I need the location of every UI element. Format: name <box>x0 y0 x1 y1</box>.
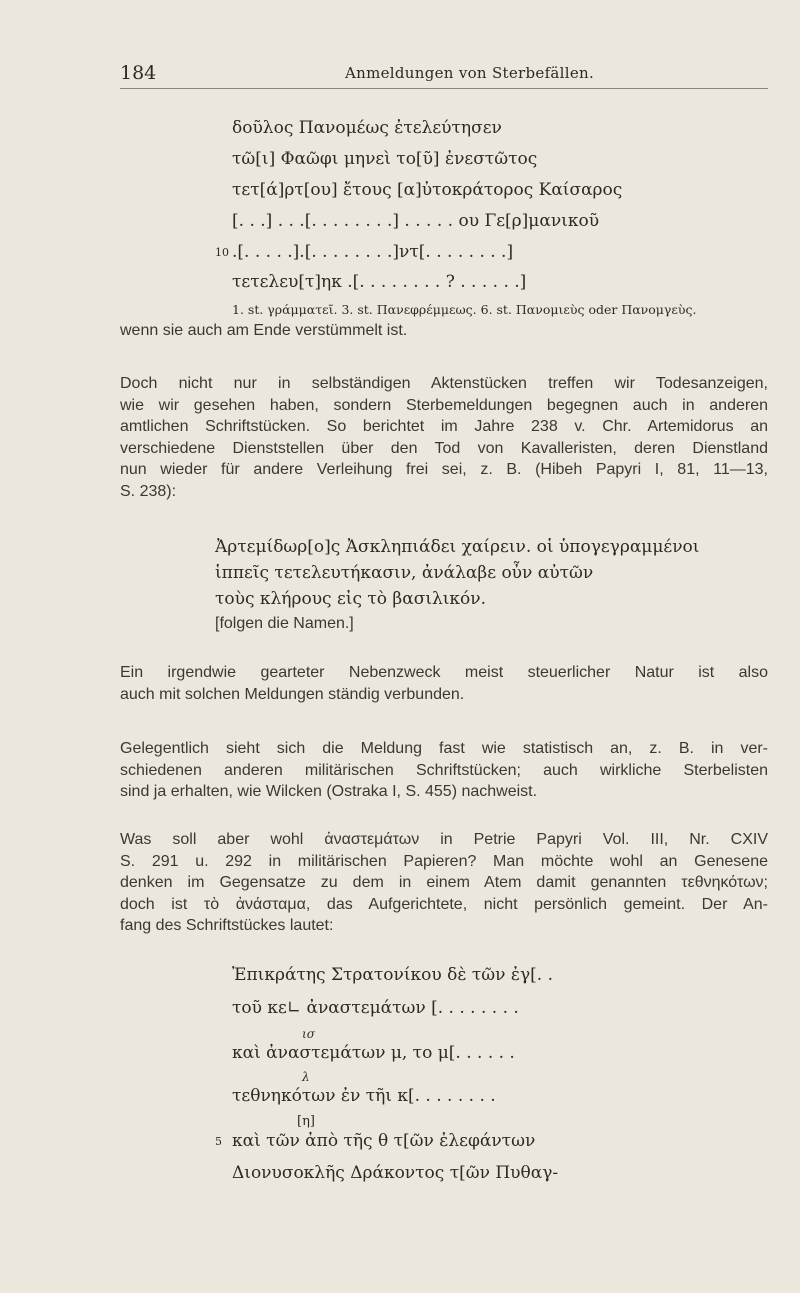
paragraph-line: S. 238): <box>120 482 177 500</box>
greek-excerpt-line-2: τοῦ κε∟ ἀναστεμάτων [. . . . . . . . <box>232 998 519 1018</box>
paragraph-line: Was soll aber wohl ἀναστεμάτων in Petrie Papyri Vol. III, Nr. CXIV <box>120 831 768 848</box>
interlinear-note: λ <box>302 1070 310 1084</box>
running-title: Anmeldungen von Sterbefällen. <box>345 64 595 82</box>
greek-excerpt-line-1: Ἐπικράτης Στρατονίκου δὲ τῶν ἐγ[. . <box>232 965 553 985</box>
paragraph-4 <box>120 829 768 937</box>
interlinear-note: [η] <box>297 1114 315 1129</box>
greek-line-1: δοῦλος Πανομέως ἐτελεύτησεν <box>232 118 502 138</box>
paragraph-line: denken im Gegensatze zu dem in einem Atem damit genannten τεθνηκότων; <box>120 874 768 891</box>
text-line: wenn sie auch am Ende verstümmelt ist. <box>120 322 408 339</box>
paragraph-line: wie wir gesehen haben, sondern Sterbemeldungen begegnen auch in anderen <box>120 396 768 414</box>
paragraph-line: schiedenen anderen militärischen Schriftstücken; auch wirkliche Sterbelisten <box>120 761 768 779</box>
paragraph-line: Doch nicht nur in selbständigen Aktenstücken treffen wir Todesanzeigen, <box>120 375 768 392</box>
interlinear-note: ισ <box>302 1027 315 1041</box>
paragraph-line: doch ist τὸ ἀνάσταμα, das Aufgerichtete, nicht persönlich gemeint. Der An- <box>120 895 768 913</box>
footnote: 1. st. γράμματεῖ. 3. st. Πανεφρέμμεως. 6. st. Πανομιεὺς oder Πανομγεὺς. <box>232 302 697 317</box>
paragraph-line: Ein irgendwie gearteter Nebenzweck meist steuerlicher Natur ist also <box>120 664 768 681</box>
editorial-note: [folgen die Namen.] <box>215 615 354 632</box>
greek-line-5: .[. . . . .].[. . . . . . . .]ντ[. . . . . . . .] <box>232 242 514 262</box>
line-number: 5 <box>215 1135 222 1148</box>
greek-line-6: τετελευ[τ]ηκ .[. . . . . . . . ? . . . . . .] <box>232 272 527 292</box>
paragraph-line: S. 291 u. 292 in militärischen Papieren? Man möchte wohl an Genesene <box>120 852 768 870</box>
greek-excerpt-line-4: τεθνηκότων ἐν τῆι κ[. . . . . . . . <box>232 1086 496 1106</box>
greek-line-2: τῶ[ι] Φαῶφι μηνεὶ το[ῦ] ἐνεστῶτος <box>232 149 538 169</box>
paragraph-line: Gelegentlich sieht sich die Meldung fast wie statistisch an, z. B. in ver- <box>120 740 768 757</box>
greek-line-4: [. . .] . . .[. . . . . . . .] . . . . . ου Γε[ρ]μανικοῦ <box>232 211 600 231</box>
greek-excerpt-line-6: Διονυσοκλῆς Δράκοντος τ[ῶν Πυθαγ- <box>232 1163 559 1183</box>
paragraph-line: sind ja erhalten, wie Wilcken (Ostraka I, S. 455) nachweist. <box>120 783 538 800</box>
paragraph-line: verschiedene Dienststellen über den Tod von Kavalleristen, deren Dienstland <box>120 439 768 457</box>
greek-quote-line-2: ἱππεῖς τετελευτήκασιν, ἀνάλαβε οὖν αὐτῶν <box>215 563 594 583</box>
header-rule <box>120 88 768 89</box>
greek-excerpt-line-5: καὶ τῶν ἀπὸ τῆς θ τ[ῶν ἐλεφάντων <box>232 1131 536 1151</box>
paragraph-3 <box>120 738 768 803</box>
greek-quote-line-3: τοὺς κλήρους εἰς τὸ βασιλικόν. <box>215 589 487 609</box>
paragraph-line: fang des Schriftstückes lautet: <box>120 917 334 934</box>
paragraph-line: auch mit solchen Meldungen ständig verbunden. <box>120 685 465 703</box>
greek-line-3: τετ[ά]ρτ[ου] ἔτους [α]ὐτοκράτορος Καίσαρος <box>232 180 623 200</box>
greek-quote-line-1: Ἀρτεμίδωρ[ο]ς Ἀσκληπιάδει χαίρειν. οἱ ὑπογεγραμμένοι <box>215 537 700 557</box>
paragraph-2 <box>120 662 768 705</box>
greek-excerpt-line-3: καὶ ἀναστεμάτων μ, το μ[. . . . . . <box>232 1043 515 1063</box>
paragraph-1 <box>120 373 768 502</box>
paragraph-line: nun wieder für andere Verleihung frei sei, z. B. (Hibeh Papyri I, 81, 11—13, <box>120 461 768 478</box>
line-number: 10 <box>215 246 229 259</box>
paragraph-line: amtlichen Schriftstücken. So berichtet im Jahre 238 v. Chr. Artemidorus an <box>120 418 768 435</box>
page-number: 184 <box>120 62 157 84</box>
